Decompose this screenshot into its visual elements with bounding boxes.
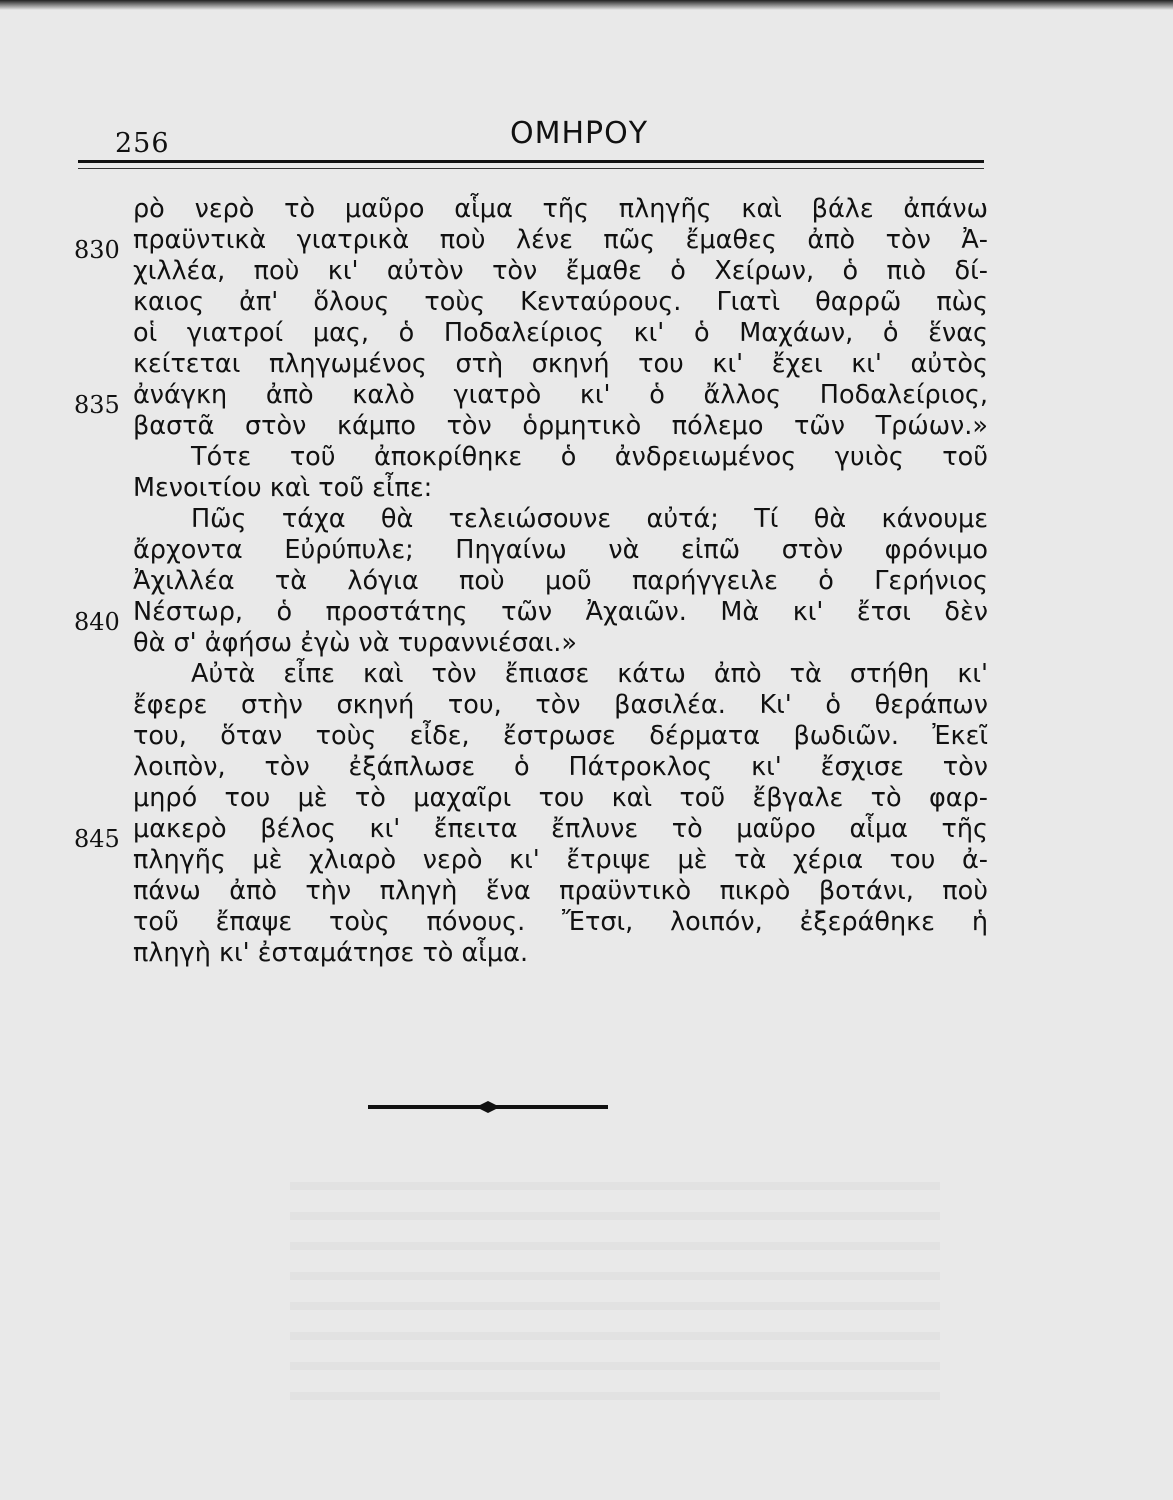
body-text <box>133 194 988 969</box>
text-line: βαστᾶ στὸν κάμπο τὸν ὁρμητικὸ πόλεμο τῶν Τρώων.» <box>133 411 988 441</box>
running-head: ΟΜΗΡΟΥ <box>510 116 649 151</box>
text-line: ἔφερε στὴν σκηνή του, τὸν βασιλέα. Κι' ὁ θεράπων <box>133 690 988 720</box>
text-line: Αὐτὰ εἶπε καὶ τὸν ἔπιασε κάτω ἀπὸ τὰ στήθη κι' <box>191 659 988 689</box>
text-line: πάνω ἀπὸ τὴν πληγὴ ἕνα πραϋντικὸ πικρὸ βοτάνι, ποὺ <box>133 876 988 906</box>
text-line: ἄρχοντα Εὐρύπυλε; Πηγαίνω νὰ εἰπῶ στὸν φρόνιμο <box>133 535 988 565</box>
text-line: Ἀχιλλέα τὰ λόγια ποὺ μοῦ παρήγγειλε ὁ Γερήνιος <box>133 566 988 596</box>
text-line: καιος ἀπ' ὅλους τοὺς Κενταύρους. Γιατὶ θαρρῶ πὼς <box>133 287 988 317</box>
line-number: 845 <box>74 825 120 853</box>
scan-edge-shadow <box>0 0 1173 10</box>
show-through-background <box>290 1160 940 1400</box>
text-line: του, ὅταν τοὺς εἶδε, ἔστρωσε δέρματα βωδιῶν. Ἐκεῖ <box>133 721 988 751</box>
text-line: οἱ γιατροί μας, ὁ Ποδαλείριος κι' ὁ Μαχάων, ὁ ἕνας <box>133 318 988 348</box>
text-line: χιλλέα, ποὺ κι' αὐτὸν τὸν ἔμαθε ὁ Χείρων, ὁ πιὸ δί- <box>133 256 988 286</box>
text-line: Τότε τοῦ ἀποκρίθηκε ὁ ἀνδρειωμένος γυιὸς τοῦ <box>191 442 988 472</box>
text-line: Νέστωρ, ὁ προστάτης τῶν Ἀχαιῶν. Μὰ κι' ἔτσι δὲν <box>133 597 988 627</box>
text-line: πληγῆς μὲ χλιαρὸ νερὸ κι' ἔτριψε μὲ τὰ χέρια του ἀ- <box>133 845 988 875</box>
text-line: Μενοιτίου καὶ τοῦ εἶπε: <box>133 473 433 503</box>
page-number: 256 <box>115 128 170 159</box>
text-line: θὰ σ' ἀφήσω ἐγὼ νὰ τυραννιέσαι.» <box>133 628 578 658</box>
text-line: μακερὸ βέλος κι' ἔπειτα ἔπλυνε τὸ μαῦρο αἷμα τῆς <box>133 814 988 844</box>
text-line: λοιπὸν, τὸν ἐξάπλωσε ὁ Πάτροκλος κι' ἔσχισε τὸν <box>133 752 988 782</box>
text-line: πληγὴ κι' ἐσταμάτησε τὸ αἷμα. <box>133 938 529 968</box>
text-line: μηρό του μὲ τὸ μαχαῖρι του καὶ τοῦ ἔβγαλε τὸ φαρ- <box>133 783 988 813</box>
text-line: Πῶς τάχα θὰ τελειώσουνε αὐτά; Τί θὰ κάνουμε <box>191 504 988 534</box>
text-line: ἀνάγκη ἀπὸ καλὸ γιατρὸ κι' ὁ ἄλλος Ποδαλείριος, <box>133 380 988 410</box>
line-number: 830 <box>74 236 120 264</box>
text-line: ρὸ νερὸ τὸ μαῦρο αἷμα τῆς πληγῆς καὶ βάλε ἀπάνω <box>133 194 988 224</box>
line-number: 840 <box>74 608 120 636</box>
text-line: κείτεται πληγωμένος στὴ σκηνή του κι' ἔχει κι' αὐτὸς <box>133 349 988 379</box>
header-rule-thin <box>78 168 984 169</box>
text-line: πραϋντικὰ γιατρικὰ ποὺ λένε πῶς ἔμαθες ἀπὸ τὸν Ἀ- <box>133 225 988 255</box>
text-line: τοῦ ἔπαψε τοὺς πόνους. Ἔτσι, λοιπόν, ἐξεράθηκε ἡ <box>133 907 988 937</box>
section-end-ornament <box>368 1101 608 1113</box>
line-number: 835 <box>74 391 120 419</box>
header-rule <box>78 160 984 163</box>
